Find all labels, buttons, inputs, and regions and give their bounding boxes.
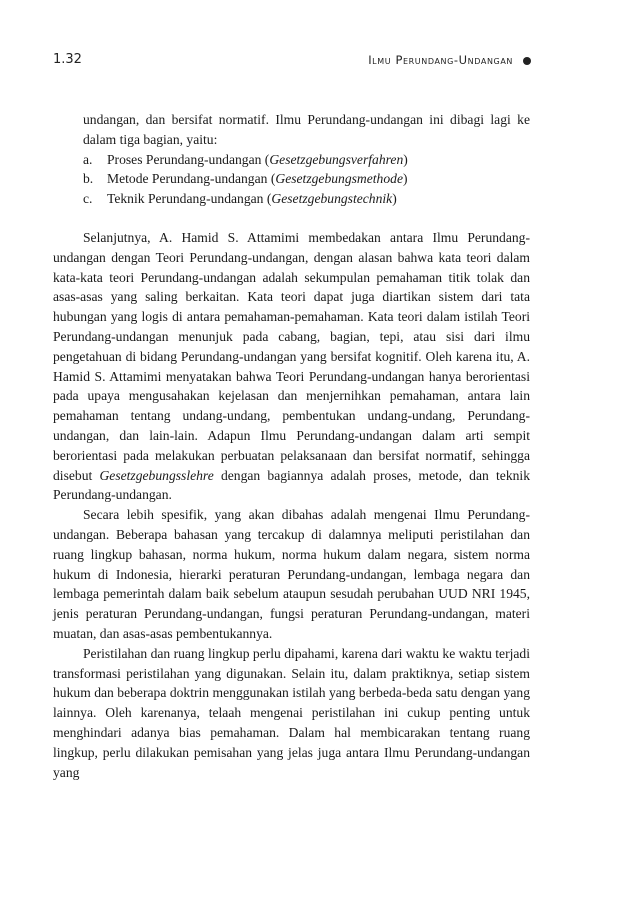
intro-block <box>83 110 530 209</box>
header-bullet-icon <box>523 57 531 65</box>
list-item <box>83 189 530 209</box>
german-term: Gesetzgebungstechnik <box>271 191 393 207</box>
list-item <box>83 150 530 170</box>
list-item-text: Metode Perundang-undangan (Gesetzgebungsmethode) <box>107 171 408 187</box>
parts-list <box>83 150 530 209</box>
intro-text: undangan, dan bersifat normatif. Ilmu Perundang-undangan ini dibagi lagi ke dalam tiga bagian, yaitu: <box>83 112 530 147</box>
paragraph-scope: Secara lebih spesifik, yang akan dibahas adalah mengenai Ilmu Perundang-undangan. Beberapa bahasan yang tercakup di dalamnya meliputi peristilahan dan ruang lingkup bahasan, norma hukum, norma hukum dalam negara, sistem norma hukum di Indonesia, hierarki peraturan Perundang-undangan, lembaga negara dan lembaga pemerintah dalam baik sebelum ataupun sesudah perubahan UUD NRI 1945, jenis peraturan Perundang-undangan, fungsi peraturan Perundang-undangan, materi muatan, dan asas-asas pembentukannya. <box>53 507 530 641</box>
running-title: Ilmu Perundang-Undangan <box>368 53 513 67</box>
list-marker: a. <box>83 151 93 167</box>
list-item-text: Teknik Perundang-undangan (Gesetzgebungstechnik) <box>107 191 397 207</box>
german-term: Gesetzgebungsmethode <box>275 171 403 187</box>
german-term: Gesetzgebungsverfahren <box>269 151 404 167</box>
paragraph-attamimi: Selanjutnya, A. Hamid S. Attamimi membedakan antara Ilmu Perundang-undangan dengan Teori Perundang-undangan, dengan alasan bahwa kata teori dalam kata-kata teori Perundang-undangan adalah sekumpulan pemahaman titik tolak dan asas-asas yang saling berkaitan. Kata teori dapat juga diartikan sistem dari tata hubungan yang logis di antara pemahaman-pemahaman. Kata teori dalam istilah Teori Perundang-undangan menunjuk pada cabang, bagian, tepi, atau sisi dari ilmu pengetahuan di bidang Perundang-undangan yang bersifat kognitif. Oleh karena itu, A. Hamid S. Attamimi menyatakan bahwa Teori Perundang-undangan hanya berorientasi pada upaya mengusahakan kejelasan dan menjernihkan pemahaman, antara lain pemahaman tentang undang-undang, pembentukan undang-undang, Perundang-undangan, dan lain-lain. Adapun Ilmu Perundang-undangan dalam arti sempit berorientasi pada melakukan perbuatan pelaksanaan dan bersifat normatif, sehingga disebut Gesetzgebungsslehre dengan bagiannya adalah proses, metode, dan teknik Perundang-undangan. <box>53 229 530 503</box>
paragraph-terminology: Peristilahan dan ruang lingkup perlu dipahami, karena dari waktu ke waktu terjadi transformasi peristilahan yang digunakan. Selain itu, dalam praktiknya, setiap sistem hukum dan beberapa doktrin menggunakan istilah yang berbeda-beda satu dengan yang lainnya. Oleh karenanya, telaah mengenai peristilahan ini cukup penting untuk menghindari adanya bias pemahaman. Dalam hal membicarakan tentang ruang lingkup, perlu dilakukan pemisahan yang jelas juga antara Ilmu Perundang-undangan yang <box>53 645 530 780</box>
german-term: Gesetzgebungsslehre <box>99 467 214 483</box>
list-item <box>83 169 530 189</box>
page-header <box>53 52 533 74</box>
page-body <box>53 110 530 782</box>
list-item-text: Proses Perundang-undangan (Gesetzgebungsverfahren) <box>107 151 408 167</box>
list-marker: b. <box>83 171 94 187</box>
list-marker: c. <box>83 191 93 207</box>
page-number: 1.32 <box>53 52 82 67</box>
